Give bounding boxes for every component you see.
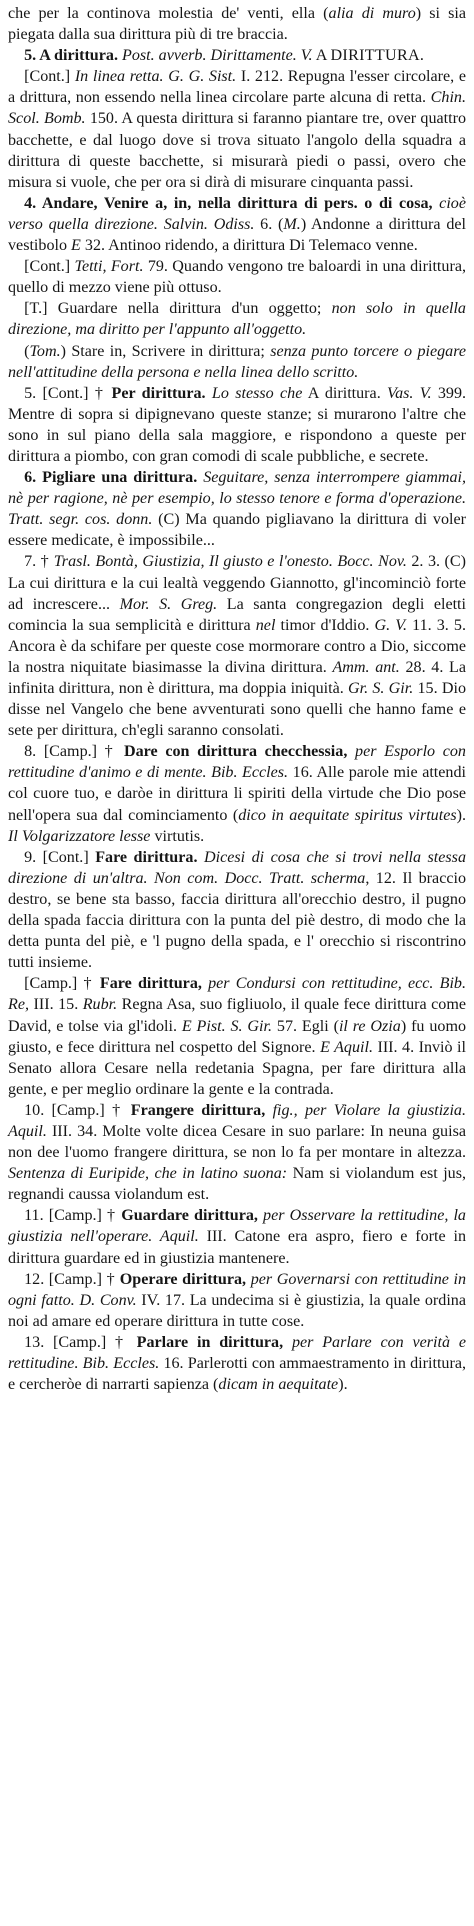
italic-run: nel — [255, 616, 276, 634]
text-run: III. 4. Inviò il Senato allora Cesare nella redetania Spagna, per fare dirittura alla gente, e per meglio ordinare la gente e la contrada. — [8, 1038, 467, 1098]
text-run: timor d'Iddio. — [275, 616, 375, 634]
italic-run: Tetti, Fort. — [74, 258, 144, 276]
text-run: [Cont.] — [24, 258, 75, 276]
italic-run: Il Volgarizzatore lesse — [8, 827, 151, 845]
italic-run: per Governarsi con rettitudine in ogni fatto. D. Conv. — [8, 1270, 467, 1309]
headword: 6. Pigliare una dirittura. — [24, 469, 198, 487]
text-run: La santa congregazion degli eletti comincia la sua semplicità e dirittura — [8, 595, 467, 634]
small-caps-run: DIRITTURA. — [330, 47, 425, 65]
text-run: 16. Parlerotti con ammaestramento in dirittura, e cercheròe di narrarti sapienza ( — [8, 1355, 466, 1394]
headword: Fare dirittura. — [95, 848, 198, 866]
italic-run: Rubr. — [82, 996, 118, 1014]
italic-run: per Parlare con verità e rettitudine. Bib. Eccles. — [8, 1333, 466, 1372]
sense-12-operare — [8, 1269, 466, 1332]
text-run: 16. Alle parole mie attendi col cuore tuo, e daròe in dirittura li spiriti della virtude che Dio pose nell'opera sua dal cominciamento ( — [8, 764, 466, 824]
text-run: [Camp.] † — [24, 975, 100, 993]
text-run: III. 15. — [29, 996, 83, 1014]
italic-run: Dicesi di cosa che si trovi nella stessa direzione di un'altra. Non com. Docc. Tratt. scherma — [8, 848, 466, 887]
text-run: ( — [24, 342, 30, 360]
italic-run: per Osservare la rettitudine, la giustizia nell'operare. Aquil. — [8, 1207, 466, 1246]
text-run: ). — [338, 1376, 348, 1394]
text-run: 12. [Camp.] † — [24, 1270, 120, 1288]
headword: Guardare dirittura, — [121, 1207, 258, 1225]
headword: Parlare in dirittura, — [136, 1333, 284, 1351]
text-run: A dirittura. — [302, 384, 388, 402]
italic-run: Lo stesso che — [211, 384, 303, 402]
italic-run: Gr. S. Gir. — [348, 680, 414, 697]
sense-4-andare — [8, 193, 466, 256]
sense-8-dare — [8, 741, 466, 846]
italic-run: E Pist. S. Gir. — [181, 1017, 273, 1035]
italic-run: Amm. ant. — [332, 658, 400, 676]
sense-5-cont — [8, 66, 466, 193]
italic-run: per Esporlo con rettitudine d'animo e di mente. Bib. Eccles. — [8, 743, 466, 782]
headword: Frangere dirittura, — [130, 1101, 266, 1119]
text-run: 13. [Camp.] † — [24, 1333, 137, 1351]
italic-run: fig., per Violare la giustizia. Aquil. — [8, 1101, 466, 1140]
text-run: 11. [Camp.] † — [24, 1207, 122, 1225]
sense-7-trasl — [8, 551, 466, 741]
italic-run: Mor. S. Greg. — [119, 595, 218, 613]
italic-run: per Condursi con rettitudine, ecc. Bib. Re, — [8, 975, 467, 1014]
italic-run: Trasl. Bontà, Giustizia, Il giusto e l'onesto. Bocc. Nov. — [53, 553, 407, 571]
sense-9-fare — [8, 847, 466, 974]
text-run: 11. 3. 5. Ancora è da schifare per queste cose mormorare contro a Dio, siccome la nostra niquitate biasimasse la divina dirittura. — [8, 616, 466, 676]
text-run: 32. Antinoo ridendo, a dirittura Di Telemaco venne. — [80, 237, 418, 255]
italic-run: Seguitare, senza interrompere giammai, nè per ragione, nè per esempio, lo stesso tenore e forma d'operazione. Tratt. segr. cos. donn. — [8, 469, 466, 529]
text-run: ) fu uomo giusto, e fece dirittura nel cospetto del Signore. — [8, 1017, 467, 1056]
text-run — [283, 1334, 292, 1351]
text-run: 9. [Cont.] — [24, 848, 96, 866]
text-run: III. Catone era aspro, fiero e forte in dirittura guardare ed in giustizia mantenere. — [8, 1228, 467, 1267]
text-run: che per la continova molestia de' venti, ella ( — [8, 5, 329, 22]
sense-4-t — [8, 298, 466, 340]
italic-run: il re Ozia — [338, 1017, 401, 1035]
italic-run: G. V. — [374, 616, 408, 634]
headword: Dare con dirittura checchessia, — [124, 743, 348, 761]
italic-run: cioè verso quella direzione. Salvin. Odiss. — [8, 194, 466, 233]
sense-6-pigliare — [8, 467, 466, 551]
sense-5-per-dirittura — [8, 383, 466, 467]
sense-10-frangere — [8, 1100, 466, 1205]
entry-continuation — [8, 3, 466, 45]
text-run: 8. [Camp.] † — [24, 743, 124, 761]
headword: 4. Andare, Venire a, in, nella dirittura di pers. o di cosa, — [24, 194, 433, 212]
sense-11-guardare — [8, 1205, 466, 1268]
sense-5-a-dirittura — [8, 45, 466, 66]
text-run: A — [312, 47, 331, 65]
text-run: 57. Egli ( — [272, 1017, 339, 1035]
text-run: (C) Ma quando pigliavano la dirittura di voler essere medicate, è impossibile... — [8, 511, 466, 550]
italic-run: E Aquil. — [320, 1038, 373, 1056]
headword: 5. A dirittura. — [24, 47, 118, 65]
headword: Operare dirittura, — [119, 1270, 247, 1288]
text-run: 399. Mentre di sopra si dipignevano queste stanze; si murarono l'altre che sono in sul piano della sala maggiore, e rispondono a queste per dirittura a piombo, con gran comodi di scale pubbliche, e secrete. — [8, 384, 467, 465]
text-run: virtutis. — [150, 827, 205, 845]
text-run: 15. Dio disse nel Vangelo che bene avventurati sono quelli che hanno fame e sete per dirittura, ch'egli saranno consolati. — [8, 680, 467, 740]
text-run: 150. A questa dirittura si faranno piantare tre, over quattro bacchette, e dal luogo dove si trova situato l'angolo della squadra a dirittura di queste bacchette, si misurarà piedi o passi, overo che misura si vuole, che per ora si dirà di misurare cinquanta passi. — [8, 110, 466, 191]
text-run: [T.] Guardare nella dirittura d'un oggetto; — [24, 300, 332, 318]
italic-run: Post. avverb. Dirittamente. V. — [122, 47, 313, 65]
text-run — [265, 1102, 272, 1119]
text-run: 2. 3. (C) La cui dirittura e la cui lealtà veggendo Giannotto, gl'incominciò forte ad increscere... — [8, 553, 467, 613]
text-run: 79. Quando vengono tre baloardi in una dirittura, quello di mezzo viene più ottuso. — [8, 258, 466, 297]
italic-run: non solo in quella direzione, ma diritto per l'appunto all'oggetto. — [8, 300, 466, 339]
italic-run: Vas. V. — [387, 384, 432, 402]
text-run: 7. † — [24, 553, 54, 571]
text-run: [Cont.] — [24, 68, 75, 86]
text-run: 28. 4. La infinita dirittura, non è dirittura, ma doppia iniquità. — [8, 658, 467, 697]
italic-run: senza punto torcere o piegare nell'attitudine della persona e nella linea dello scritto. — [8, 342, 467, 381]
italic-run: Chin. Scol. Bomb. — [8, 89, 466, 128]
italic-run: In linea retta. G. G. Sist. — [74, 68, 237, 86]
text-run: ) Andonne a dirittura del vestibolo — [8, 215, 466, 255]
italic-run: dicam in aequitate — [218, 1376, 339, 1394]
italic-run: alia di muro — [328, 5, 416, 22]
text-run: , 12. Il braccio destro, se bene sta basso, faccia dirittura all'orecchio destro, il pugno della spada faccia dirittura con la punta del piè destro, di modo che la detta punta del piè, e 'l pugno della spada, e l' orecchio si riscontrino tutti insieme. — [8, 869, 466, 972]
text-run: I. 212. Repugna l'esser circolare, e a drittura, non essendo nella linea circolare parte alcuna di retta. — [8, 68, 466, 107]
italic-run: Tom. — [29, 342, 61, 360]
text-run: ) si sia piegata dalla sua dirittura più di tre braccia. — [8, 5, 467, 44]
headword: Fare dirittura, — [99, 975, 202, 993]
text-run: ) Stare in, Scrivere in dirittura; — [60, 342, 271, 360]
sense-13-parlare — [8, 1332, 466, 1395]
text-run: ). — [456, 806, 466, 824]
headword: Per dirittura. — [111, 384, 206, 402]
italic-run: M. — [283, 215, 301, 233]
italic-run: E — [71, 237, 81, 255]
text-run: 6. ( — [254, 215, 284, 233]
italic-run: Sentenza di Euripide, che in latino suona: — [8, 1165, 288, 1183]
sense-4-cont — [8, 256, 466, 298]
sense-4-tom — [8, 341, 466, 383]
text-run: Regna Asa, suo figliuolo, il quale fece dirittura come David, e tolse via gl'idoli. — [8, 996, 466, 1035]
text-run — [347, 743, 355, 760]
text-run: IV. 17. La undecima si è giustizia, la quale ordina noi ad amare ed operare dirittura in tutte cose. — [8, 1291, 466, 1330]
italic-run: dico in aequitate spiritus virtutes — [238, 806, 457, 824]
text-run: 10. [Camp.] † — [24, 1101, 131, 1119]
text-run: 5. [Cont.] † — [24, 384, 112, 402]
text-run: Nam si violandum est jus, regnandi caussa violandum est. — [8, 1165, 466, 1204]
text-run: III. 34. Molte volte dicea Cesare in suo parlare: In neuna guisa non dee l'uomo frangere dirittura, se non lo fa per montare in altezza. — [8, 1122, 466, 1162]
sense-9-camp — [8, 973, 466, 1100]
